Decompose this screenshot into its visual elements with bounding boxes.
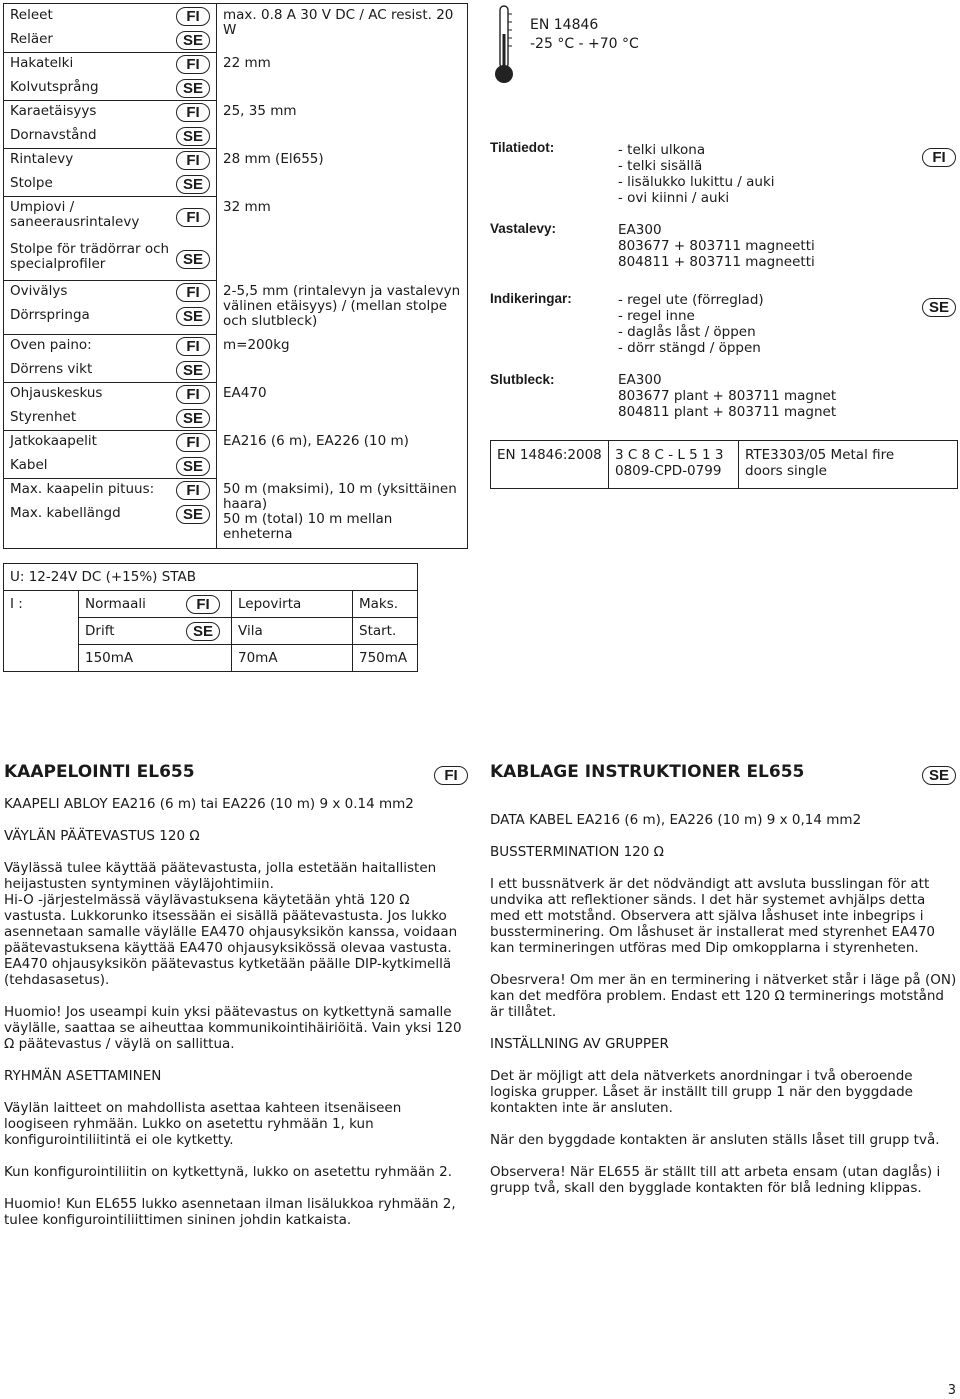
list-item: - telki sisällä [618, 158, 703, 174]
se-language-badge: SE [176, 361, 210, 380]
se-language-badge: SE [922, 298, 956, 317]
fi-section-title: KAAPELOINTI EL655 [4, 762, 195, 782]
row-divider [4, 100, 216, 101]
standard-label: EN 14846 [530, 17, 599, 33]
list-item: - regel inne [618, 308, 695, 324]
row-divider [4, 334, 216, 335]
spec-label: Rintalevy [10, 151, 74, 167]
cert-code: 3 C 8 C - L 5 1 3 [615, 447, 724, 463]
paragraph: INSTÄLLNING AV GRUPPER [490, 1036, 669, 1052]
row-divider [4, 52, 216, 53]
spec-label: Jatkokaapelit [10, 433, 97, 449]
status-box [490, 134, 958, 489]
spec-label: Oven paino: [10, 337, 92, 353]
paragraph: I ett bussnätverk är det nödvändigt att avsluta busslingan för att undvika att reflektioner sänds. I det här systemet avhjälps detta med ett motstånd. Observera att själva låshuset inte inbegrips i bussterminering. Om låshuset är installerat med styrenhet EA470 kan termineringen utföras med Dip omkopplarna i styrenheten. [490, 876, 935, 956]
spec-value: EA216 (6 m), EA226 (10 m) [223, 433, 409, 449]
list-item: 803677 + 803711 magneetti [618, 238, 815, 254]
fi-language-badge: FI [922, 148, 956, 167]
start-label: Start. [353, 618, 418, 645]
current-idle-value: 70mA [232, 645, 353, 672]
power-header: U: 12-24V DC (+15%) STAB [4, 564, 418, 591]
indikeringar-list [618, 292, 764, 356]
spec-value: 28 mm (El655) [223, 151, 324, 167]
cert-standard: EN 14846:2008 [491, 441, 609, 488]
paragraph: Observera! När EL655 är ställt till att arbeta ensam (utan daglås) i grupp två, skall den bygglade kontakten för blå ledning klippas. [490, 1164, 941, 1196]
list-item: - daglås låst / öppen [618, 324, 756, 340]
current-max-value: 750mA [353, 645, 418, 672]
maks-label: Maks. [353, 591, 418, 618]
fi-language-badge: FI [176, 337, 210, 356]
se-language-badge: SE [176, 457, 210, 476]
spec-value: max. 0.8 A 30 V DC / AC resist. 20 W [223, 7, 454, 38]
spec-value: 50 m (maksimi), 10 m (yksittäinen haara) 50 m (total) 10 m mellan enheterna [223, 481, 457, 542]
paragraph: Huomio! Kun EL655 lukko asennetaan ilman lisälukkoa ryhmään 2, tulee konfigurointiliittimen sininen johdin katkaista. [4, 1196, 456, 1228]
column-divider [216, 4, 217, 548]
cert-number: 0809-CPD-0799 [615, 463, 722, 479]
list-item: - telki ulkona [618, 142, 706, 158]
paragraph: Det är möjligt att dela nätverkets anordningar i två oberoende logiska grupper. Låset är inställt till grupp 1 när den byggdade kontakten inte är ansluten. [490, 1068, 913, 1116]
fire-rating-line: RTE3303/05 Metal fire [745, 447, 895, 463]
temperature-range: -25 °C - +70 °C [530, 36, 639, 52]
list-item: EA300 [618, 222, 662, 238]
row-divider [4, 382, 216, 383]
spec-label: Max. kaapelin pituus: [10, 481, 155, 497]
paragraph: Obesrvera! Om mer än en terminering i nätverket står i läge på (ON) kan det medföra problem. Endast ett 120 Ω terminerings motstånd är tillåtet. [490, 972, 957, 1020]
spec-value: EA470 [223, 385, 267, 401]
spec-label: Releet [10, 7, 53, 23]
se-language-badge: SE [176, 250, 210, 269]
cert-fire-rating [739, 441, 939, 488]
thermometer-icon [493, 4, 515, 86]
spec-label: Styrenhet [10, 409, 77, 425]
spec-label: Ohjauskeskus [10, 385, 103, 401]
se-language-badge: SE [176, 127, 210, 146]
spec-label: Hakatelki [10, 55, 74, 71]
fi-language-badge: FI [176, 208, 210, 227]
spec-value: 25, 35 mm [223, 103, 297, 119]
paragraph: VÄYLÄN PÄÄTEVASTUS 120 Ω [4, 828, 200, 844]
paragraph: När den byggdade kontakten är ansluten ställs låset till grupp två. [490, 1132, 940, 1148]
paragraph: KAAPELI ABLOY EA216 (6 m) tai EA226 (10 m) 9 x 0.14 mm2 [4, 796, 414, 812]
se-language-badge: SE [176, 79, 210, 98]
spec-value: m=200kg [223, 337, 290, 353]
vastalevy-label: Vastalevy: [490, 221, 557, 236]
spec-table [3, 3, 468, 549]
se-language-badge: SE [922, 766, 956, 785]
list-item: 803677 plant + 803711 magnet [618, 388, 837, 404]
fi-language-badge: FI [186, 595, 220, 614]
slutbleck-list [618, 372, 836, 420]
se-language-badge: SE [176, 505, 210, 524]
spec-label: Stolpe för trädörrar och specialprofiler [10, 241, 170, 272]
cert-classification [609, 441, 739, 488]
paragraph: DATA KABEL EA216 (6 m), EA226 (10 m) 9 x 0,14 mm2 [490, 812, 862, 828]
spec-label: Dornavstånd [10, 127, 97, 143]
spec-label: Dörrens vikt [10, 361, 93, 377]
spec-label: Umpiovi / saneerausrintalevy [10, 199, 140, 230]
current-label: I : [4, 591, 79, 618]
list-item: EA300 [618, 372, 662, 388]
se-language-badge: SE [186, 622, 220, 641]
fi-language-badge: FI [176, 151, 210, 170]
fi-language-badge: FI [176, 433, 210, 452]
row-divider [4, 478, 216, 479]
page-number: 3 [947, 1383, 956, 1398]
paragraph: Väylän laitteet on mahdollista asettaa kahteen itsenäiseen loogiseen ryhmään. Lukko on asetettu ryhmään 1, kun konfigurointiliitintä ei ole kytketty. [4, 1100, 402, 1148]
list-item: - dörr stängd / öppen [618, 340, 761, 356]
lepovirta-label: Lepovirta [232, 591, 353, 618]
fi-language-badge: FI [176, 7, 210, 26]
se-language-badge: SE [176, 409, 210, 428]
fi-language-badge: FI [176, 55, 210, 74]
list-item: - regel ute (förreglad) [618, 292, 764, 308]
vila-label: Vila [232, 618, 353, 645]
list-item: 804811 plant + 803711 magnet [618, 404, 837, 420]
row-divider [4, 280, 216, 281]
current-normal-value: 150mA [79, 645, 232, 672]
list-item: - ovi kiinni / auki [618, 190, 730, 206]
spec-label: Kabel [10, 457, 48, 473]
spec-value: 2-5,5 mm (rintalevyn ja vastalevyn välinen etäisyys) / (mellan stolpe och slutbleck) [223, 283, 461, 329]
paragraph: Kun konfigurointiliitin on kytkettynä, lukko on asetettu ryhmään 2. [4, 1164, 453, 1180]
paragraph: Huomio! Jos useampi kuin yksi päätevastus on kytkettynä samalle väylälle, saattaa se aiheuttaa kommunikointihäiriöitä. Vain yksi 120 Ω päätevastus / väylä on sallittua. [4, 1004, 462, 1052]
drift-label: Drift [79, 618, 176, 645]
power-table [3, 563, 418, 672]
row-divider [4, 430, 216, 431]
spec-label: Kolvutsprång [10, 79, 99, 95]
spec-label: Reläer [10, 31, 53, 47]
fi-language-badge: FI [434, 766, 468, 785]
se-language-badge: SE [176, 31, 210, 50]
spec-label: Ovivälys [10, 283, 68, 299]
fi-language-badge: FI [176, 481, 210, 500]
fire-rating-line: doors single [745, 463, 827, 479]
spec-value: 22 mm [223, 55, 271, 71]
paragraph: BUSSTERMINATION 120 Ω [490, 844, 664, 860]
spec-label: Dörrspringa [10, 307, 90, 323]
se-language-badge: SE [176, 307, 210, 326]
indikeringar-label: Indikeringar: [490, 291, 572, 306]
list-item: 804811 + 803711 magneetti [618, 254, 815, 270]
spec-value: 32 mm [223, 199, 271, 215]
slutbleck-label: Slutbleck: [490, 372, 555, 387]
se-section-title: KABLAGE INSTRUKTIONER EL655 [490, 762, 805, 782]
fi-language-badge: FI [176, 103, 210, 122]
list-item: - lisälukko lukittu / auki [618, 174, 775, 190]
spec-label: Karaetäisyys [10, 103, 97, 119]
fi-language-badge: FI [176, 283, 210, 302]
spec-label: Max. kabellängd [10, 505, 121, 521]
tilatiedot-label: Tilatiedot: [490, 140, 555, 155]
paragraph: RYHMÄN ASETTAMINEN [4, 1068, 162, 1084]
paragraph: Väylässä tulee käyttää päätevastusta, jolla estetään haitallisten heijastusten syntyminen väyläjohtimiin. Hi-O -järjestelmässä väylävastuksena käytetään yhtä 120 Ω vastusta. Lukkorunko itsessään ei sisällä päätevastusta. Jos lukko asennetaan samalle väylälle EA470 ohjausyksikön kanssa, voidaan päätevastuksena käyttää EA470 ohjausyksikössä olevaa vastusta. EA470 ohjausyksikön päätevastus kytketään päälle DIP-kytkimellä (tehdasasetus). [4, 860, 458, 988]
certification-table [490, 440, 958, 489]
fi-language-badge: FI [176, 385, 210, 404]
row-divider [4, 148, 216, 149]
tilatiedot-list [618, 142, 775, 206]
row-divider [4, 196, 216, 197]
vastalevy-list [618, 222, 815, 270]
normaali-label: Normaali [79, 591, 176, 618]
spec-label: Stolpe [10, 175, 53, 191]
se-language-badge: SE [176, 175, 210, 194]
